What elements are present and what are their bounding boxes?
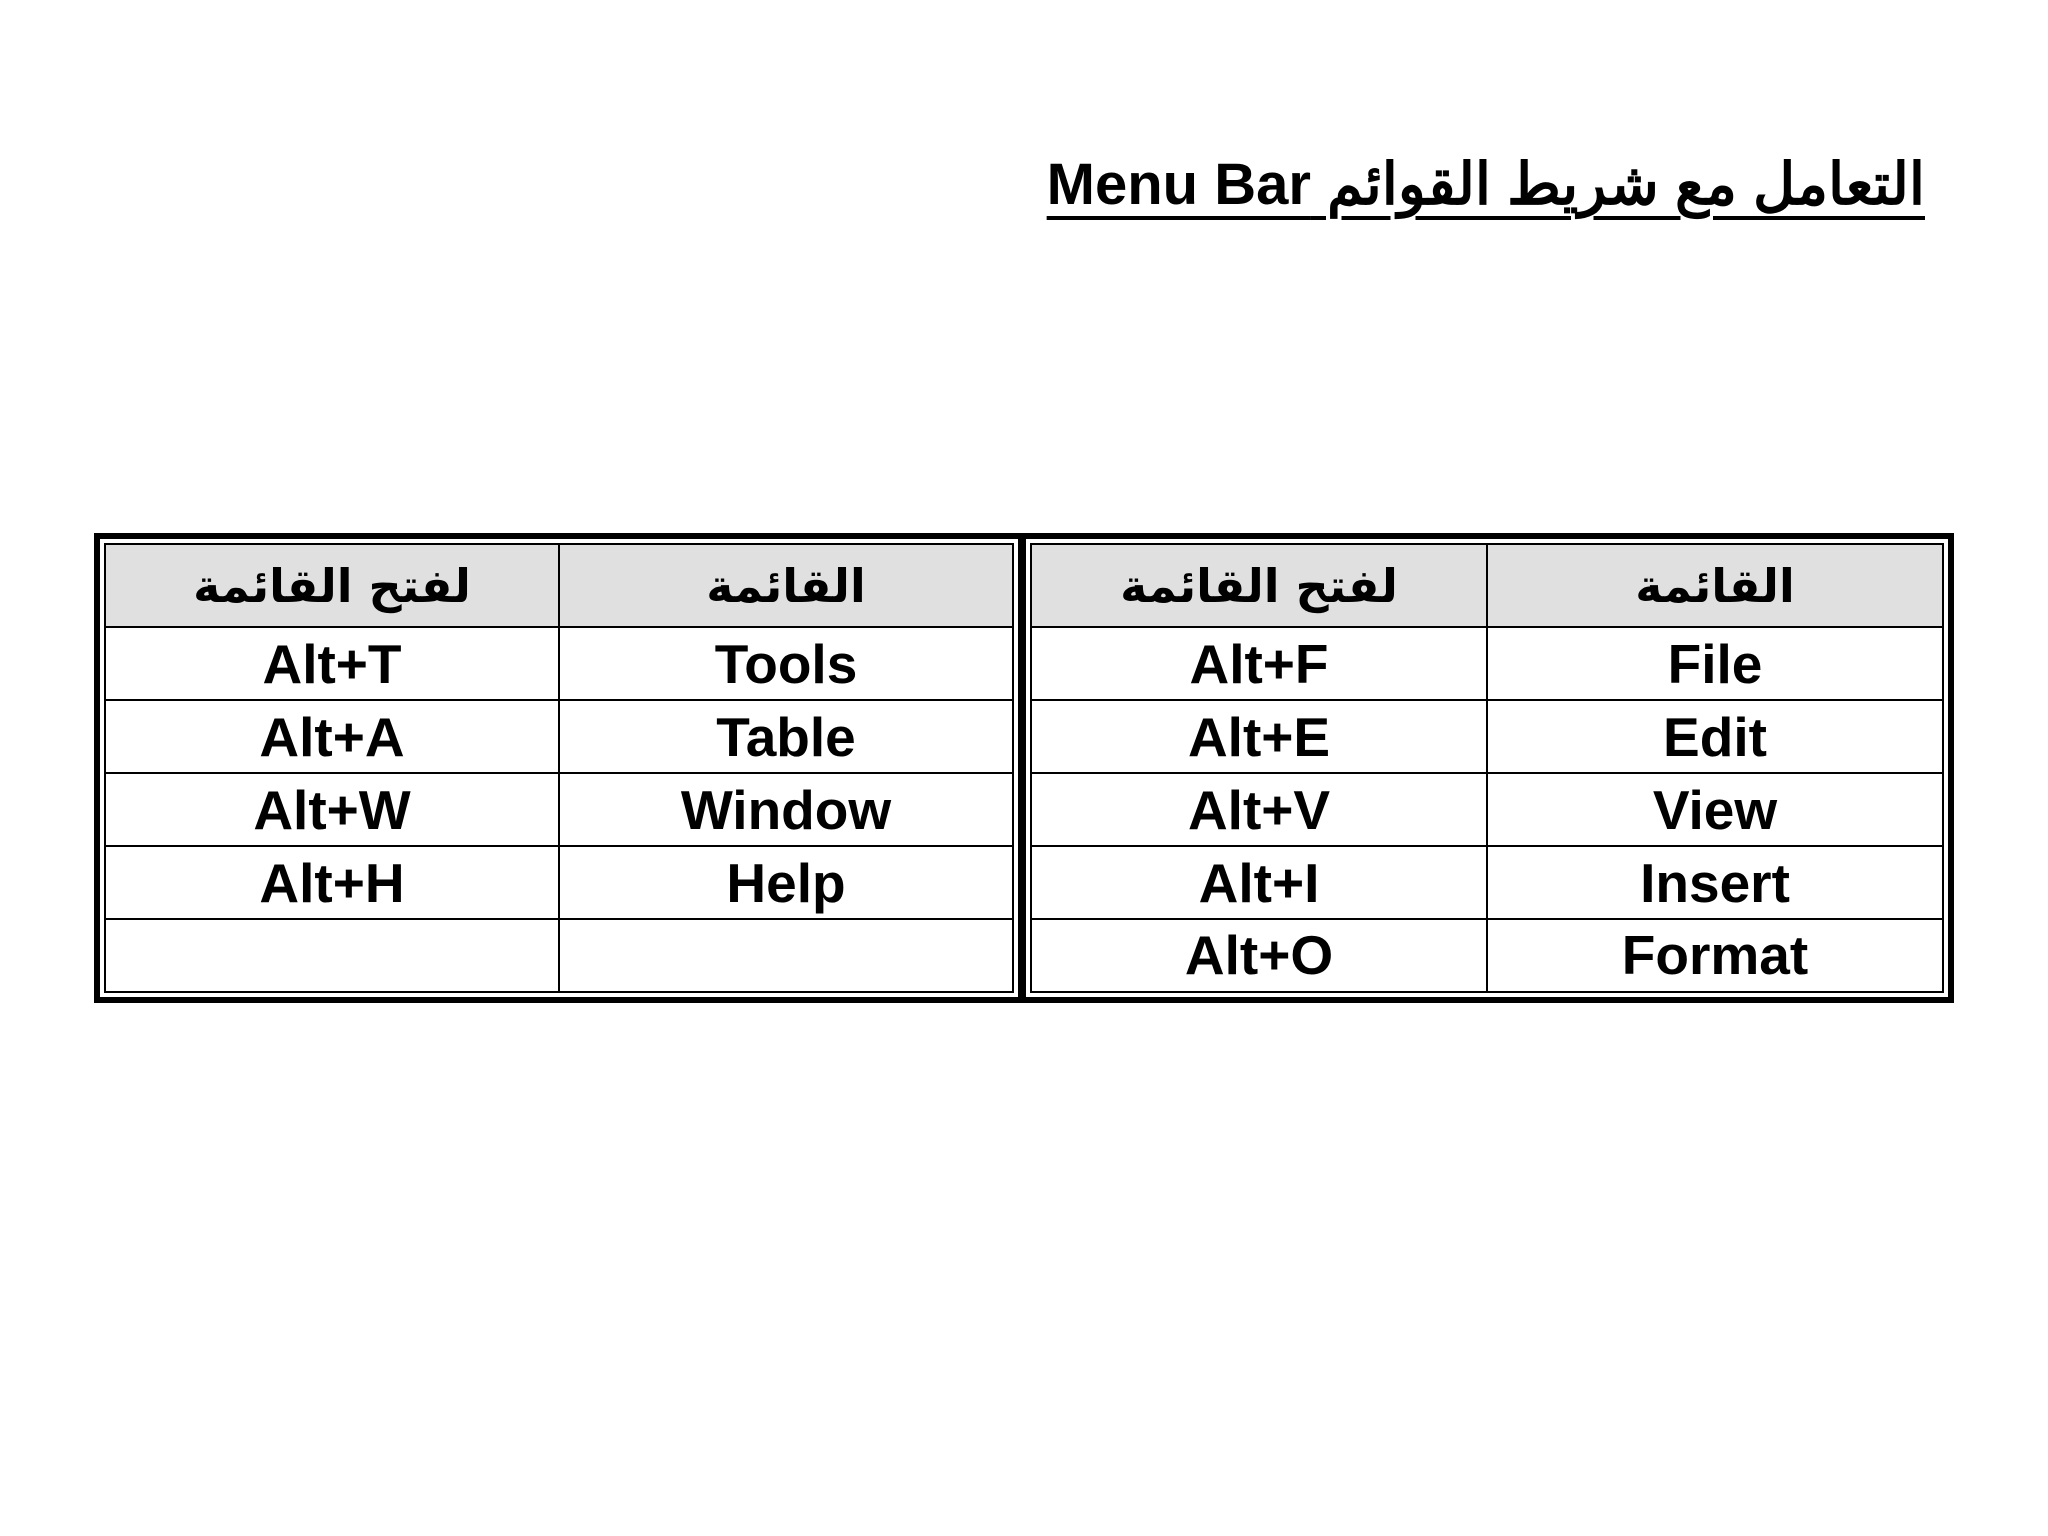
shortcut-cell: Alt+A: [105, 700, 559, 773]
table-row: [105, 846, 1013, 919]
menu-cell: Help: [559, 846, 1013, 919]
table-row: [1031, 700, 1943, 773]
table-row: [1031, 846, 1943, 919]
shortcut-cell: Alt+T: [105, 627, 559, 700]
shortcut-cell: [105, 919, 559, 992]
header-open-menu: لفتح القائمة: [105, 544, 559, 627]
left-table-panel: [100, 539, 1022, 997]
shortcut-table-left: [104, 543, 1014, 993]
table-row: [105, 627, 1013, 700]
menu-cell: Edit: [1487, 700, 1943, 773]
shortcut-cell: Alt+W: [105, 773, 559, 846]
menu-cell: View: [1487, 773, 1943, 846]
header-open-menu: لفتح القائمة: [1031, 544, 1487, 627]
header-menu: القائمة: [1487, 544, 1943, 627]
menu-cell: Table: [559, 700, 1013, 773]
table-header-row: [1031, 544, 1943, 627]
menu-cell: Insert: [1487, 846, 1943, 919]
menu-cell: File: [1487, 627, 1943, 700]
shortcut-cell: Alt+I: [1031, 846, 1487, 919]
table-row: [105, 919, 1013, 992]
menu-cell: [559, 919, 1013, 992]
menu-cell: Window: [559, 773, 1013, 846]
table-row: [1031, 627, 1943, 700]
menu-cell: Format: [1487, 919, 1943, 992]
table-header-row: [105, 544, 1013, 627]
shortcuts-tables-frame: [94, 533, 1954, 1003]
right-table-panel: [1022, 539, 1948, 997]
header-menu: القائمة: [559, 544, 1013, 627]
shortcut-cell: Alt+F: [1031, 627, 1487, 700]
shortcut-cell: Alt+H: [105, 846, 559, 919]
shortcut-cell: Alt+O: [1031, 919, 1487, 992]
shortcut-cell: Alt+V: [1031, 773, 1487, 846]
table-row: [105, 773, 1013, 846]
shortcut-cell: Alt+E: [1031, 700, 1487, 773]
shortcut-table-right: [1030, 543, 1944, 993]
page-title: التعامل مع شريط القوائم Menu Bar: [1046, 152, 1925, 217]
table-row: [1031, 919, 1943, 992]
table-row: [1031, 773, 1943, 846]
menu-cell: Tools: [559, 627, 1013, 700]
table-row: [105, 700, 1013, 773]
